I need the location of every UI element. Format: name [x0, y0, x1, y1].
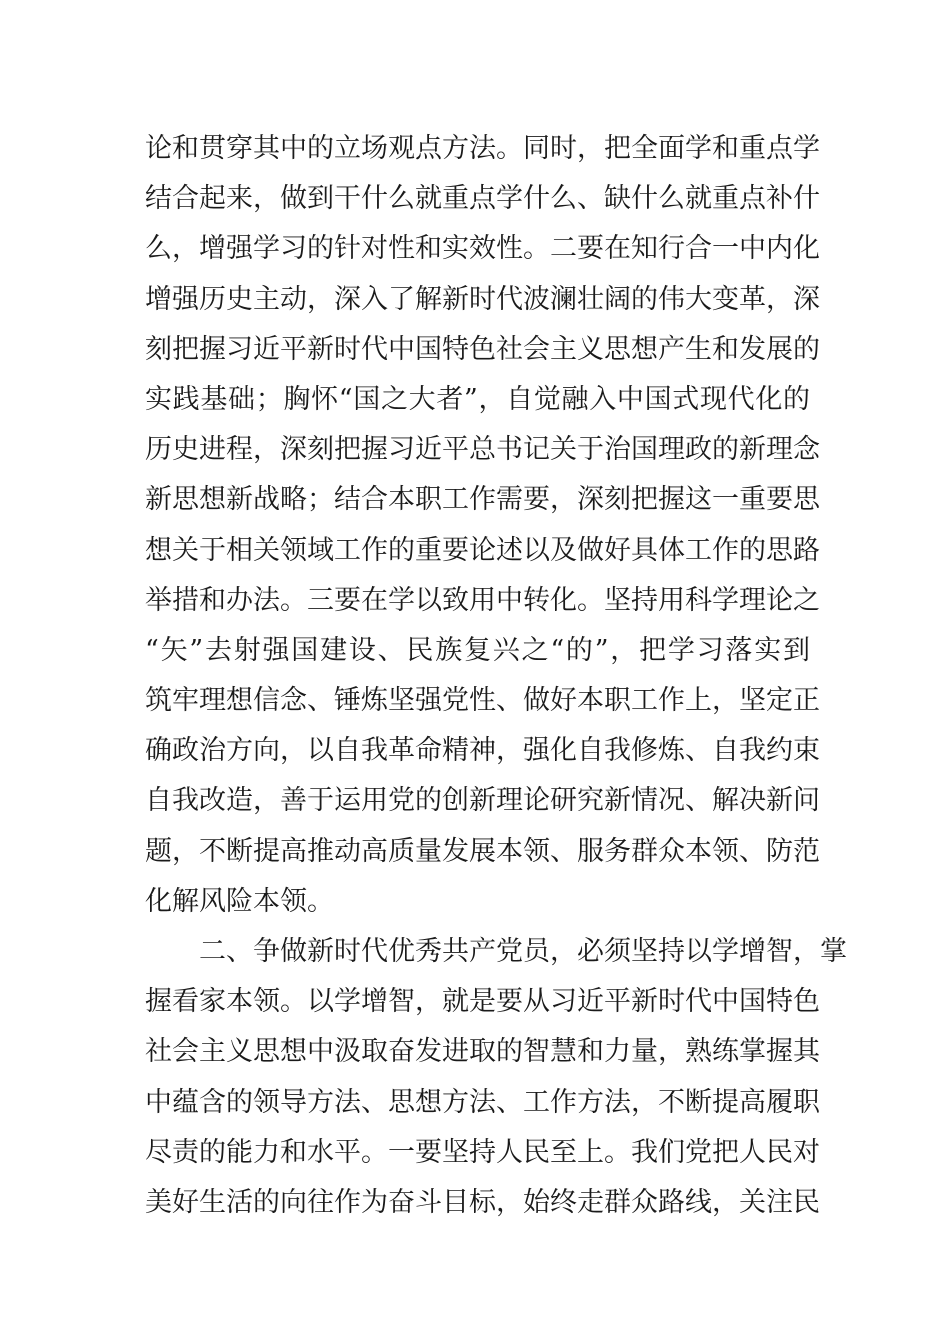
- paragraph-end-line: 化解风险本领。: [145, 885, 334, 917]
- text-line: 历史进程，深刻把握习近平总书记关于治国理政的新理念: [145, 434, 820, 466]
- text-line: 美好生活的向往作为奋斗目标，始终走群众路线，关注民: [145, 1186, 820, 1218]
- body-text: [145, 124, 847, 1228]
- text-line: 握看家本领。以学增智，就是要从习近平新时代中国特色: [145, 986, 820, 1018]
- text-line: 举措和办法。三要在学以致用中转化。坚持用科学理论之: [145, 584, 820, 616]
- text-line: 论和贯穿其中的立场观点方法。同时，把全面学和重点学: [145, 133, 820, 164]
- text-line: 想关于相关领域工作的重要论述以及做好具体工作的思路: [145, 534, 820, 566]
- text-line: 增强历史主动，深入了解新时代波澜壮阔的伟大变革，深: [145, 283, 820, 315]
- text-line: 确政治方向，以自我革命精神，强化自我修炼、自我约束: [145, 735, 820, 767]
- text-line: 自我改造，善于运用党的创新理论研究新情况、解决新问: [145, 785, 820, 817]
- paragraph-first-line: 二、争做新时代优秀共产党员，必须坚持以学增智，掌: [199, 936, 847, 967]
- text-line: 结合起来，做到干什么就重点学什么、缺什么就重点补什: [145, 183, 820, 215]
- text-line: 新思想新战略；结合本职工作需要，深刻把握这一重要思: [145, 484, 820, 516]
- text-line: 社会主义思想中汲取奋发进取的智慧和力量，熟练掌握其: [145, 1036, 820, 1068]
- text-line: 尽责的能力和水平。一要坚持人民至上。我们党把人民对: [145, 1136, 820, 1168]
- text-line: 么，增强学习的针对性和实效性。二要在知行合一中内化: [145, 233, 820, 265]
- text-line: 题，不断提高推动高质量发展本领、服务群众本领、防范: [145, 835, 820, 867]
- text-line: 实践基础；胸怀“国之大者”，自觉融入中国式现代化的: [145, 383, 810, 415]
- text-line: “矢”去射强国建设、民族复兴之“的”，把学习落实到: [145, 634, 810, 666]
- text-line: 筑牢理想信念、锤炼坚强党性、做好本职工作上，坚定正: [145, 685, 820, 717]
- text-line: 刻把握习近平新时代中国特色社会主义思想产生和发展的: [145, 333, 820, 365]
- text-line: 中蕴含的领导方法、思想方法、工作方法，不断提高履职: [145, 1086, 820, 1118]
